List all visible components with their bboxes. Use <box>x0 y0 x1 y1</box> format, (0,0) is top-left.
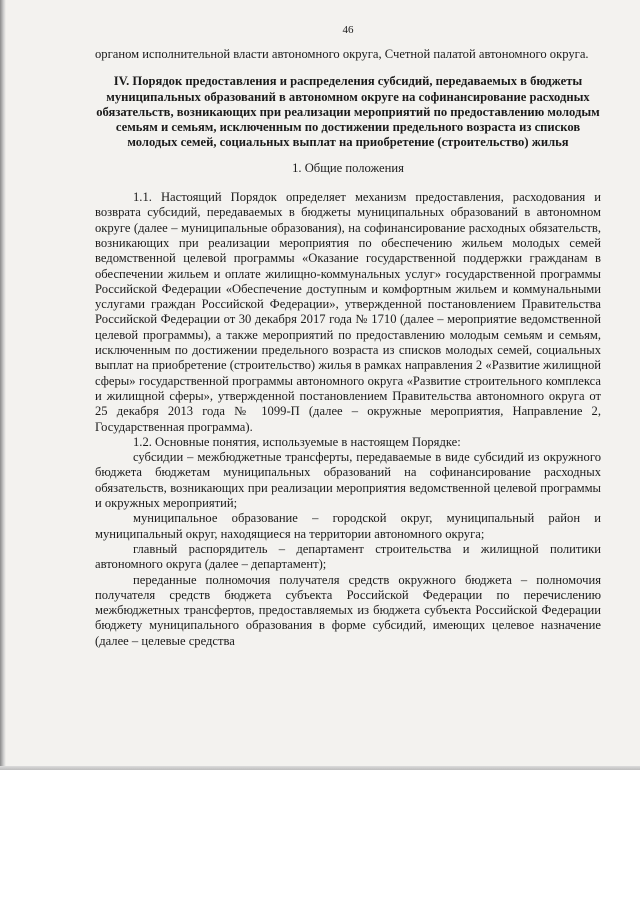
paragraph-1-1: 1.1. Настоящий Порядок определяет механизм предоставления, расходования и возврата субсидий, передаваемых в бюджеты муниципальных образований в автономном округе (далее – муниципальные образования), на софинансирование расходных обязательств, возникающих при реализации мероприятия по обеспечению жильем молодых семей ведомственной целевой программы «Оказание государственной поддержки гражданам в обеспечении жильем и оплате жилищно-коммунальных услуг» государственной программы Российской Федерации «Обеспечение доступным и комфортным жильем и коммунальными услугами граждан Российской Федерации», утвержденной постановлением Правительства Российской Федерации от 30 декабря 2017 года № 1710 (далее – мероприятие ведомственной целевой программы), а также мероприятий по предоставлению молодым семьям и семьям, исключенным по достижении предельного возраста из списков молодых семей, социальных выплат на приобретение (строительство) жилья в рамках направления 2 «Развитие жилищной сферы» государственной программы автономного округа «Развитие строительного комплекса и жилищной сферы», утвержденной постановлением Правительства автономного округа от 25 декабря 2013 года № 1099-П (далее – окружные мероприятия, Направление 2, Государственная программа). <box>95 190 601 434</box>
scan-bottom-edge <box>0 766 640 770</box>
section-heading: IV. Порядок предоставления и распределения субсидий, передаваемых в бюджеты муниципальных образований в автономном округе на софинансирование расходных обязательств, возникающих при реализации мероприятий по предоставлению молодым семьям и семьям, исключенным по достижении предельного возраста из списков молодых семей, социальных выплат на приобретение (строительство) жилья <box>96 74 600 150</box>
definition-delegated-powers: переданные полномочия получателя средств окружного бюджета – полномочия получателя средств бюджета субъекта Российской Федерации по перечислению межбюджетных трансфертов, предоставляемых из бюджета субъекта Российской Федерации бюджету муниципального образования в форме субсидий, имеющих целевое назначение (далее – целевые средства <box>95 572 601 648</box>
definition-main-manager: главный распорядитель – департамент строительства и жилищной политики автономного округа (далее – департамент); <box>95 541 601 572</box>
definition-subsidies: субсидии – межбюджетные трансферты, передаваемые в виде субсидий из окружного бюджета бюджетам муниципальных образований на софинансирование расходных обязательств, возникающих при реализации мероприятия ведомственной целевой программы и окружных мероприятий; <box>95 450 601 511</box>
subsection-heading: 1. Общие положения <box>292 160 404 175</box>
page-number: 46 <box>342 24 354 36</box>
document-page <box>95 24 601 649</box>
intro-paragraph: органом исполнительной власти автономного округа, Счетной палатой автономного округа. <box>95 47 589 61</box>
scan-left-edge <box>0 0 6 770</box>
paragraph-1-2: 1.2. Основные понятия, используемые в настоящем Порядке: <box>133 434 461 449</box>
definition-municipality: муниципальное образование – городской округ, муниципальный район и муниципальный округ, находящиеся на территории автономного округа; <box>95 511 601 541</box>
